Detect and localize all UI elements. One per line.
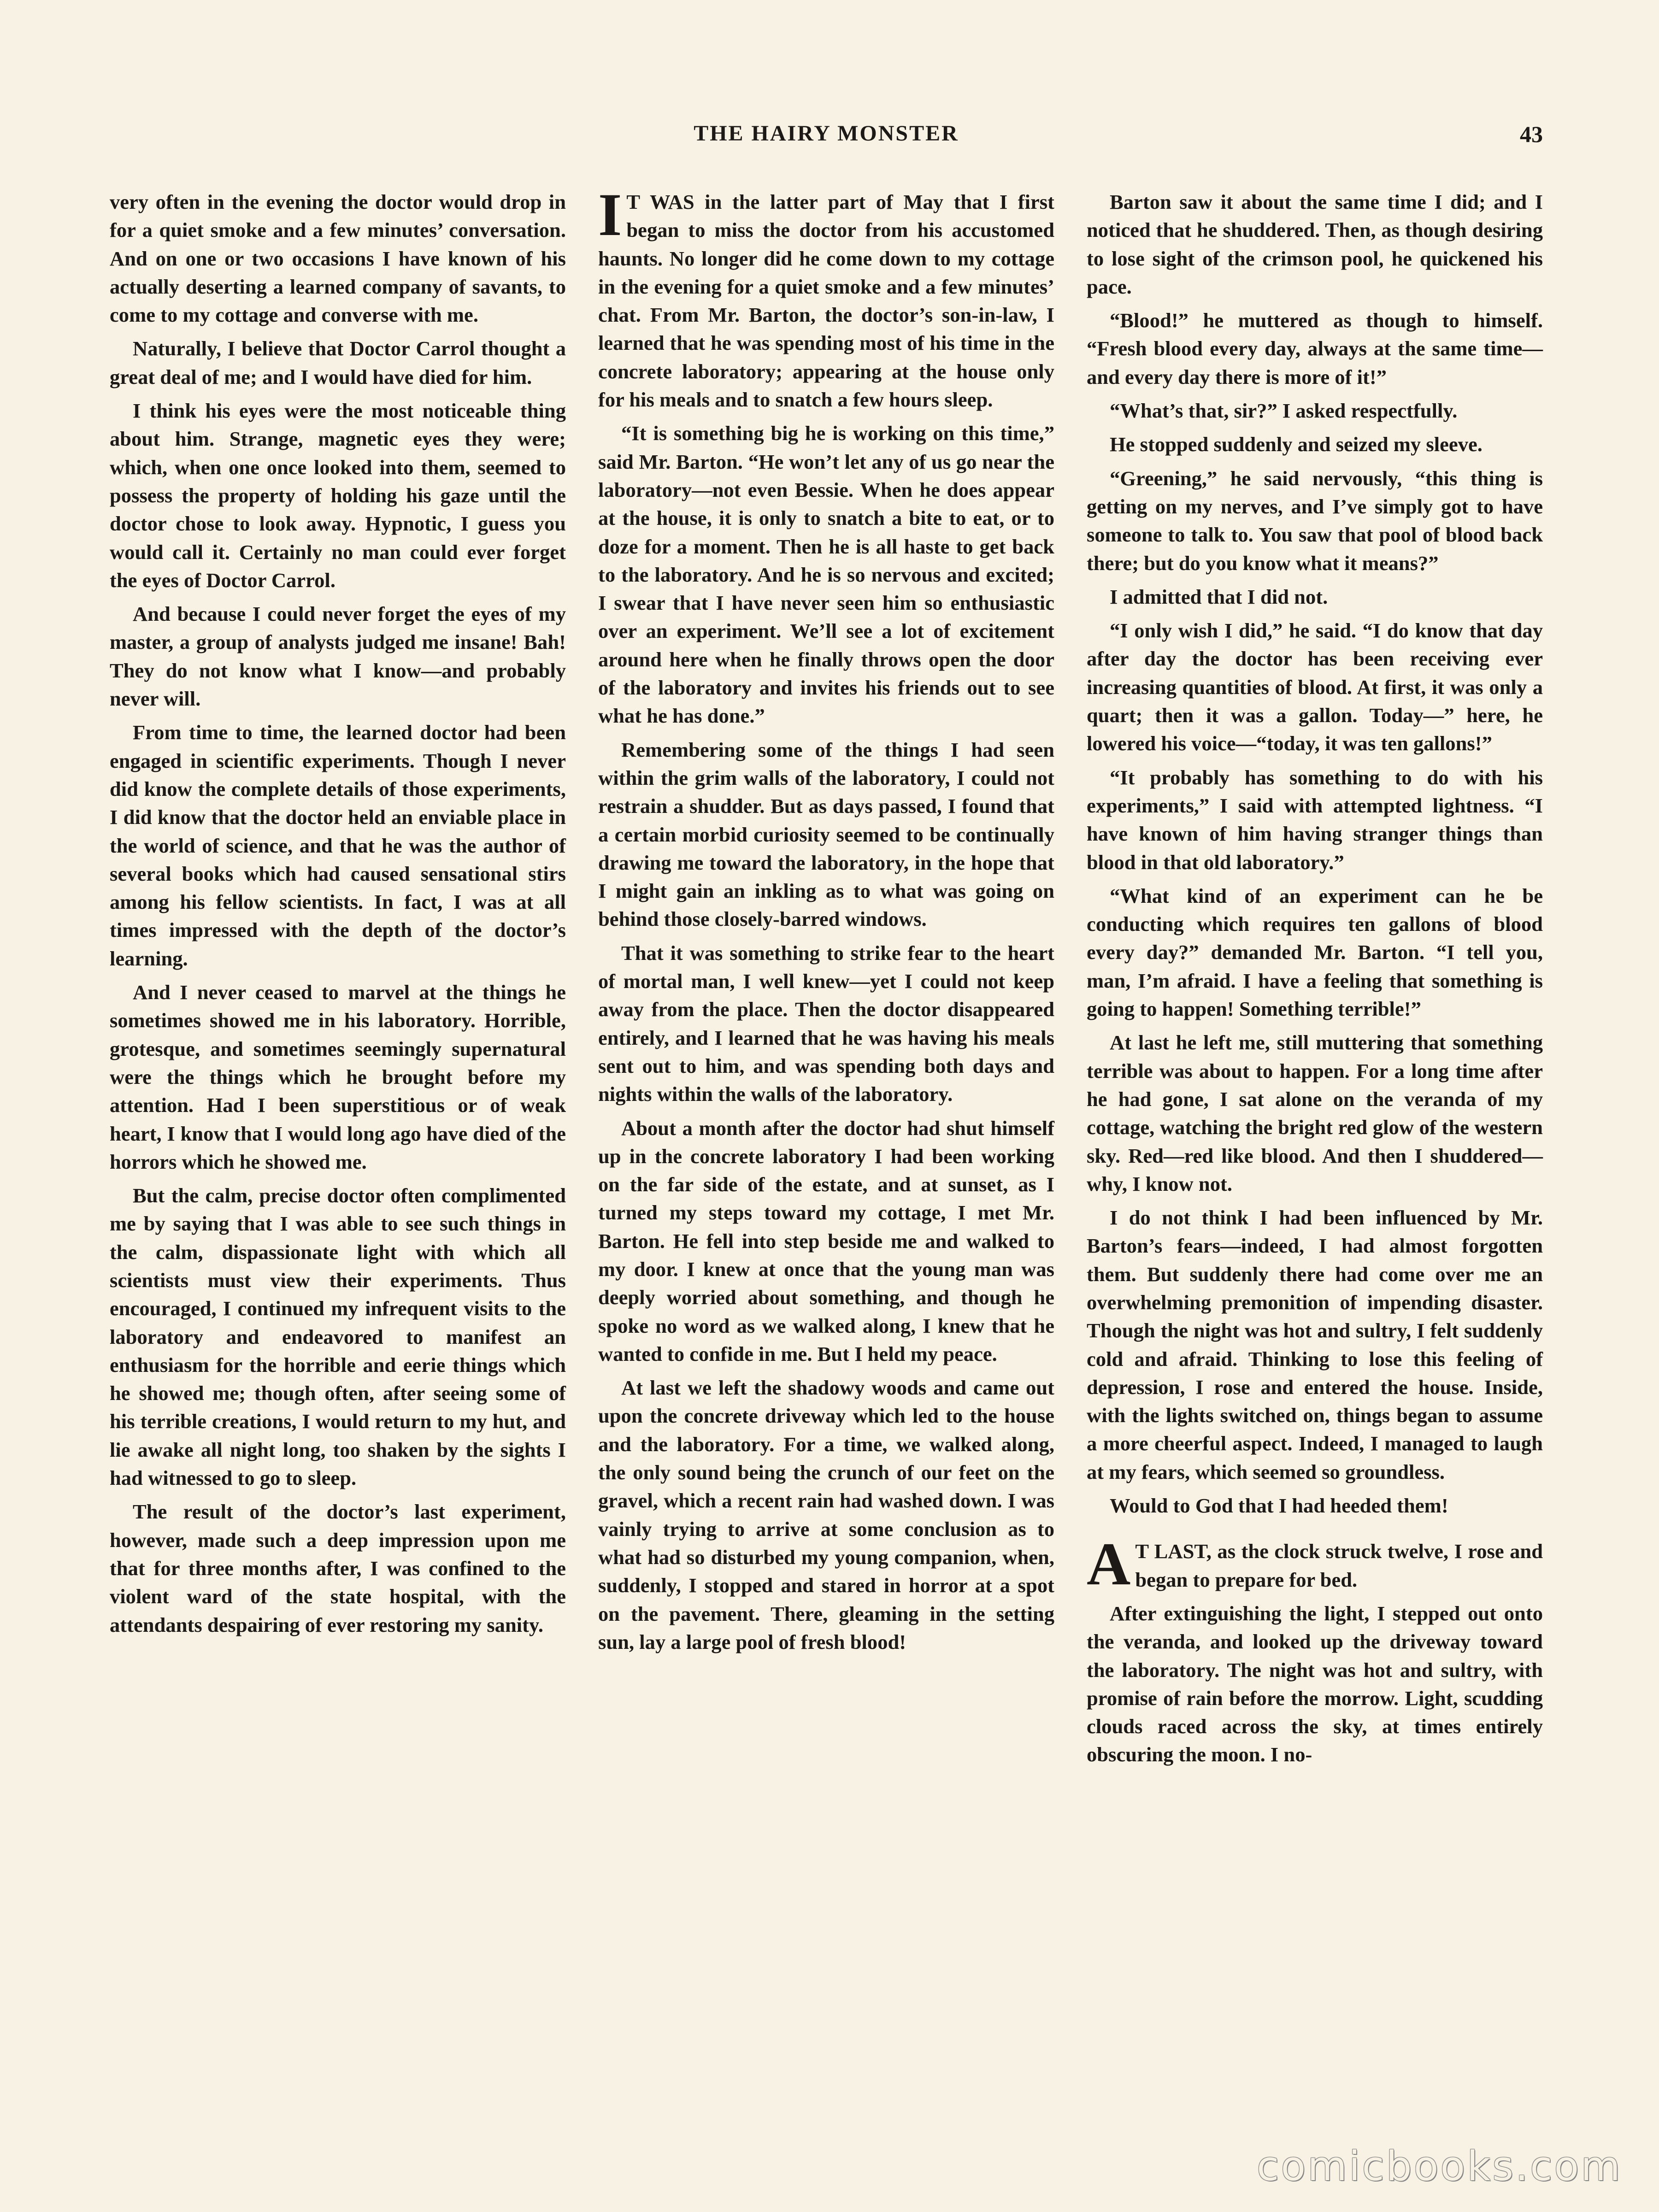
paragraph: That it was something to strike fear to the heart of mortal man, I well knew—yet I could not keep away from the place. Then the doctor disappeared entirely, and I learned that he was having his meals sent out to him, and was spending both days and nights within the walls of the laboratory.: [598, 941, 1054, 1106]
column-3: [1087, 188, 1543, 2077]
paragraph: And because I could never forget the eyes of my master, a group of analysts judged me insane! Bah! They do not know what I know—and probably never will.: [110, 602, 566, 711]
column-1: [110, 188, 566, 2077]
paragraph: “What kind of an experiment can he be conducting which requires ten gallons of blood every day?” demanded Mr. Barton. “I tell you, man, I’m afraid. I have a feeling that something is going to happen! Something terrible!”: [1087, 884, 1543, 1021]
paragraph: “I only wish I did,” he said. “I do know that day after day the doctor has been receiving ever increasing quantities of blood. At first, it was only a quart; then it was a gallon. Today—” here, he lowered his voice—“today, it was ten gallons!”: [1087, 619, 1543, 755]
site-watermark: comicbooks.com: [1256, 2142, 1622, 2190]
paragraph: After extinguishing the light, I stepped out onto the veranda, and looked up the driveway toward the laboratory. The night was hot and sultry, with promise of rain before the morrow. Light, scudding clouds raced across the sky, at times entirely obscuring the moon. I no-: [1087, 1601, 1543, 1766]
paragraph: At last we left the shadowy woods and came out upon the concrete driveway which led to the house and the laboratory. For a time, we walked along, the only sound being the crunch of our feet on the gravel, which a recent rain had washed down. I was vainly trying to arrive at some conclusion as to what had so disturbed my young companion, when, suddenly, I stopped and stared in horror at a spot on the pavement. There, gleaming in the setting sun, lay a large pool of fresh blood!: [598, 1376, 1054, 1653]
section-opening-text: T WAS in the latter part of May that I first began to miss the doctor from his accustomed haunts. No longer did he come down to my cottage in the evening for a quiet smoke and a few minutes’ chat. From Mr. Barton, the doctor’s son-in-law, I learned that he was spending most of his time in the concrete laboratory; appearing at the house only for his meals and to snatch a few hours sleep.: [598, 190, 1054, 412]
paragraph: “Greening,” he said nervously, “this thing is getting on my nerves, and I’ve simply got to have someone to talk to. You saw that pool of blood back there; but do you know what it means?”: [1087, 466, 1543, 575]
drop-cap: A: [1087, 1530, 1131, 1598]
article-columns: [110, 181, 1543, 2077]
paragraph: “It is something big he is working on this time,” said Mr. Barton. “He won’t let any of us go near the laboratory—not even Bessie. When he does appear at the house, it is only to snatch a bite to eat, or to doze for a moment. Then he is all haste to get back to the laboratory. And he is so nervous and excited; I swear that I have never seen him so enthusiastic over an experiment. We’ll see a lot of excitement around here when he finally throws open the door of the laboratory and invites his friends out to see what he has done.”: [598, 422, 1054, 728]
paragraph: He stopped suddenly and seized my sleeve.: [1110, 433, 1483, 456]
paragraph: “What’s that, sir?” I asked respectfully.: [1110, 399, 1458, 423]
paragraph: I do not think I had been influenced by Mr. Barton’s fears—indeed, I had almost forgotten them. But suddenly there had come over me an overwhelming premonition of impending disaster. Though the night was hot and sultry, I felt suddenly cold and afraid. Thinking to lose this feeling of depression, I rose and entered the house. Inside, with the lights switched on, things began to assume a more cheerful aspect. Indeed, I managed to laugh at my fears, which seemed so groundless.: [1087, 1206, 1543, 1483]
section-opening-paragraph: [598, 181, 1054, 414]
paragraph: Barton saw it about the same time I did; and I noticed that he shuddered. Then, as though desiring to lose sight of the crimson pool, he quickened his pace.: [1087, 190, 1543, 298]
paragraph: At last he left me, still muttering that something terrible was about to happen. For a long time after he had gone, I sat alone on the veranda of my cottage, watching the bright red glow of the western sky. Red—red like blood. And then I shuddered—why, I know not.: [1087, 1031, 1543, 1195]
paragraph: About a month after the doctor had shut himself up in the concrete laboratory I had been working on the far side of the estate, and at sunset, as I turned my steps toward my cottage, I met Mr. Barton. He fell into step beside me and walked to my door. I knew at once that the young man was deeply worried about something, and though he spoke no word as we walked along, I knew that he wanted to confide in me. But I held my peace.: [598, 1116, 1054, 1365]
page-header: [110, 121, 1543, 158]
paragraph: But the calm, precise doctor often complimented me by saying that I was able to see such things in the calm, dispassionate light with which all scientists must view their experiments. Thus encouraged, I continued my infrequent visits to the laboratory and endeavored to manifest an enthusiasm for the horrible and eerie things which he showed me; though often, after seeing some of his terrible creations, I would return to my hut, and lie awake all night long, too shaken by the sights I had witnessed to go to sleep.: [110, 1184, 566, 1490]
paragraph: Would to God that I had heeded them!: [1110, 1494, 1448, 1518]
paragraph: I admitted that I did not.: [1110, 585, 1328, 608]
paragraph: Naturally, I believe that Doctor Carrol thought a great deal of me; and I would have died for him.: [110, 337, 566, 388]
running-title: THE HAIRY MONSTER: [694, 121, 959, 146]
paragraph: “Blood!” he muttered as though to himself. “Fresh blood every day, always at the same time—and every day there is more of it!”: [1087, 309, 1543, 388]
paragraph: And I never ceased to marvel at the things he sometimes showed me in his laboratory. Horrible, grotesque, and sometimes seemingly supernatural were the things which he brought before my attention. Had I been superstitious or of weak heart, I know that I would long ago have died of the horrors which he showed me.: [110, 981, 566, 1173]
paragraph: very often in the evening the doctor would drop in for a quiet smoke and a few minutes’ conversation. And on one or two occasions I have known of his actually deserting a learned company of savants, to come to my cottage and converse with me.: [110, 190, 566, 327]
paragraph: The result of the doctor’s last experiment, however, made such a deep impression upon me that for three months after, I was confined to the violent ward of the state hospital, with the attendants despairing of ever restoring my sanity.: [110, 1500, 566, 1636]
paragraph: Remembering some of the things I had seen within the grim walls of the laboratory, I could not restrain a shudder. But as days passed, I found that a certain morbid curiosity seemed to be continually drawing me toward the laboratory, in the hope that I might gain an inkling as to what was going on behind those closely-barred windows.: [598, 738, 1054, 931]
drop-cap: I: [598, 181, 622, 248]
section-opening-paragraph: [1087, 1530, 1543, 1598]
paragraph: “It probably has something to do with his experiments,” I said with attempted lightness. “I have known of him having stranger things than blood in that old laboratory.”: [1087, 765, 1543, 874]
paragraph: From time to time, the learned doctor had been engaged in scientific experiments. Though I never did know the complete details of those experiments, I did know that the doctor held an enviable place in the world of science, and that he was the author of several books which had caused sensational stirs among his fellow scientists. In fact, I was at all times impressed with the depth of the doctor’s learning.: [110, 721, 566, 970]
column-2: [598, 181, 1054, 2077]
paragraph: I think his eyes were the most noticeable thing about him. Strange, magnetic eyes they were; which, when one once looked into them, seemed to possess the property of holding his gaze until the doctor chose to look away. Hypnotic, I guess you would call it. Certainly no man could ever forget the eyes of Doctor Carrol.: [110, 399, 566, 592]
page-number: 43: [1520, 121, 1543, 147]
section-opening-text: T LAST, as the clock struck twelve, I rose and began to prepare for bed.: [1135, 1540, 1543, 1591]
